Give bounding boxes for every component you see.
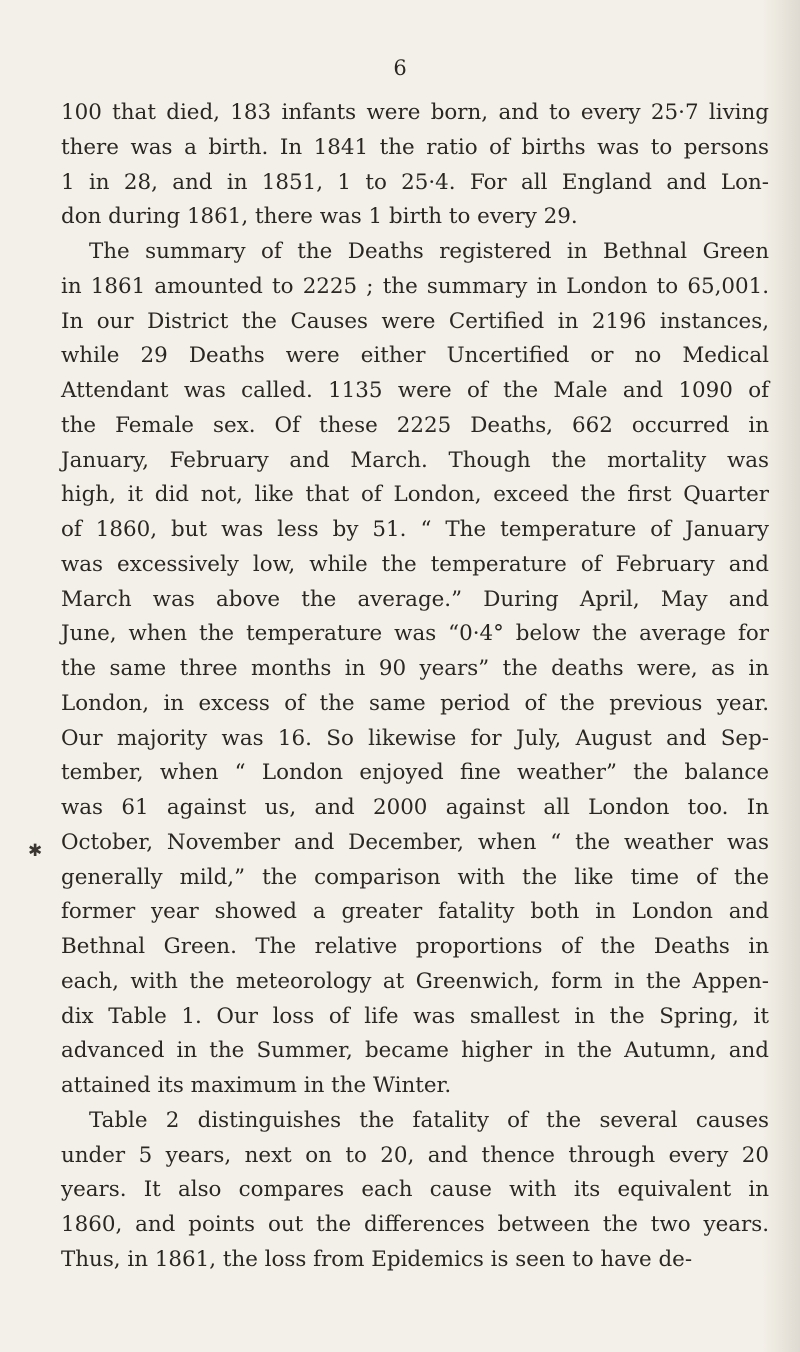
paragraph [61,96,769,235]
text-line: In our District the Causes were Certified in 2196 instances, [61,308,769,334]
text-line: January, February and March. Though the mortality was [61,447,769,473]
text-line: high, it did not, like that of London, exceed the first Quarter [61,482,769,508]
text-line: 1860, and points out the differences between the two years. [61,1212,769,1237]
text-line: was excessively low, while the temperature of February and [61,551,769,577]
text-line: 1 in 28, and in 1851, 1 to 25·4. For all England and Lon- [61,169,769,195]
page-number: 6 [393,56,407,80]
text-line: the Female sex. Of these 2225 Deaths, 662 occurred in [61,412,769,438]
text-line: Our majority was 16. So likewise for July, August and Sep- [61,725,769,751]
text-line: advanced in the Summer, became higher in the Autumn, and [61,1038,769,1064]
text-line: in 1861 amounted to 2225 ; the summary in London to 65,001. [61,273,769,299]
text-line: Table 2 distinguishes the fatality of the several causes [89,1107,769,1133]
body-text [61,96,769,1278]
text-line: tember, when “ London enjoyed fine weather” the balance [61,760,769,786]
text-line: London, in excess of the same period of the previous year. [61,690,769,716]
text-line: Bethnal Green. The relative proportions of the Deaths in [61,934,769,959]
text-line: under 5 years, next on to 20, and thence through every 20 [61,1142,769,1168]
text-line: was 61 against us, and 2000 against all London too. In [61,795,769,820]
text-line: the same three months in 90 years” the deaths were, as in [61,656,769,681]
text-line: 100 that died, 183 infants were born, and to every 25·7 living [61,100,769,125]
text-line: The summary of the Deaths registered in Bethnal Green [89,239,769,264]
text-line: years. It also compares each cause with its equivalent in [61,1177,769,1203]
text-line: each, with the meteorology at Greenwich, form in the Appen- [61,968,769,994]
text-line: October, November and December, when “ the weather was [61,829,769,855]
paragraph [61,1104,769,1278]
text-line: while 29 Deaths were either Uncertified or no Medical [61,343,769,369]
text-line: don during 1861, there was 1 birth to every 29. [61,204,578,230]
text-line: Attendant was called. 1135 were of the Male and 1090 of [61,378,769,403]
text-line: of 1860, but was less by 51. “ The temperature of January [61,517,769,542]
text-line: former year showed a greater fatality both in London and [61,899,769,925]
text-line: there was a birth. In 1841 the ratio of births was to persons [61,134,769,160]
margin-mark: ✱ [28,841,43,861]
text-line: March was above the average.” During April, May and [61,586,769,612]
text-line: Thus, in 1861, the loss from Epidemics is seen to have de- [61,1246,693,1272]
text-line: June, when the temperature was “0·4° below the average for [61,621,769,647]
text-line: generally mild,” the comparison with the like time of the [61,864,769,890]
text-line: dix Table 1. Our loss of life was smallest in the Spring, it [61,1003,769,1029]
text-line: attained its maximum in the Winter. [61,1073,452,1098]
paragraph [61,235,769,1104]
